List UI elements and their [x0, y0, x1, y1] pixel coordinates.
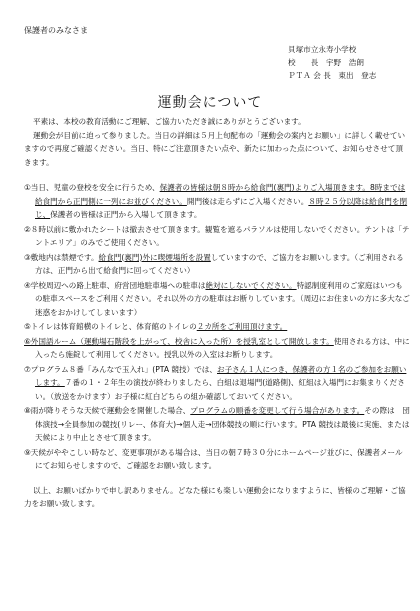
sender-block [288, 43, 376, 82]
notice-item [24, 446, 410, 473]
notice-item [24, 279, 410, 320]
emphasized-text: お子さん１人につき、保護者の方１名のご参加をお願いします。 [35, 364, 407, 387]
page-title: 運動会について [157, 95, 263, 111]
notice-item [24, 335, 410, 362]
item-text: ②８時以前に敷かれたシートは撤去させて頂きます。観覧を遮るパラソルは使用しないでください。テントは「テントエリア」のみでご使用ください。 [24, 224, 410, 247]
item-text: 保護者の皆様は正門から入場して頂きます。 [50, 210, 202, 219]
emphasized-text: ８時２５分以降は給食門を閉じ、 [35, 196, 408, 219]
salutation: 保護者のみなさま [24, 26, 88, 35]
item-text: ①当日、児童の登校を安全に行うため、 [24, 183, 160, 192]
item-text: その際は 団体演技→全員参加の競技(リレー、体育大)→個人走→団体競技の順に行います。PTA 競技は最後に実施、または天候により中止とさせて頂きます。 [35, 406, 410, 442]
emphasized-text: 保護者の皆様は朝８時から給食門(裏門)よりご入場頂きます。8時までは給食門から正門側に一列にお並びください。 [35, 183, 406, 206]
notice-item [24, 181, 410, 222]
notice-items [24, 181, 410, 473]
intro-paragraph: 運動会が目前に迫って参りました。当日の詳細は５月上旬配布の「運動会の案内とお願い」に詳しく載せていますので再度ご確認ください。当日、特にご注意頂きたい点や、新たに加わった点について、お知らせさせて頂きます。 [24, 130, 406, 167]
item-text: ③敷地内は禁煙です。 [24, 252, 99, 262]
emphasized-text: 給食門(裏門)外に喫煙場所を設置 [98, 252, 211, 262]
notice-item [24, 223, 410, 250]
closing-paragraph: 以上、お願いばかりで申し訳ありません。どなた様にも楽しい運動会になりますように、皆様のご理解・ご協力をお願い致します。 [24, 485, 406, 508]
notice-item [24, 320, 410, 334]
item-text: ⑨天候がややこしい時など、変更事項がある場合は、当日の朝７時３０分にホームページ並びに、保護者メールにてお知らせしますので、ご確認をお願い致します。 [24, 447, 403, 470]
item-text: ⑤トイレは体育館横のトイレと、体育館のトイレの [24, 322, 197, 331]
item-text: ④学校周辺への路上駐車、府営団地駐車場への駐車は [24, 280, 206, 290]
item-text: 使用される方は、中に入ったら施錠して利用してください。授乳以外の入室はお断りします。 [35, 336, 410, 359]
item-text: 開門後は走らずにご入場ください。 [186, 196, 309, 206]
item-text: ７番の１・２年生の演技が終わりましたら、白組は退場門(道路側)、紅組は入場門にお集まりください。（放送をかけます）お子様に紅白どちらの組か確認しておいてください。 [35, 378, 405, 401]
item-text: 特認制度利用のご家庭はいつもの駐車スペースをご利用ください。それ以外の方の駐車はお断りしています。（周辺にお住まいの方に多大なご迷惑をおかけしてしまいます） [35, 280, 410, 317]
notice-item [24, 363, 410, 404]
item-text: ⑧雨が降りそうな天候で運動会を開催した場合、 [24, 406, 191, 415]
pta-president-name: ＰＴＡ 会 長 東出 登志 [288, 71, 377, 80]
emphasized-text: ２カ所をご利用頂けます。 [196, 322, 288, 331]
intro-paragraph: 平素は、本校の教育活動にご理解、ご協力いただき誠にありがとうございます。 [33, 117, 306, 126]
item-text: していますので、ご協力をお願いします。（ご利用される方は、正門から出て給食門に回ってください） [35, 252, 404, 275]
notice-body [24, 115, 410, 511]
principal-name: 校 長 宇野 浩朗 [288, 58, 364, 67]
notice-item [24, 251, 410, 278]
emphasized-text: プログラムの順番を変更して行う場合があります。 [190, 406, 365, 415]
school-name: 貝塚市立永寿小学校 [288, 45, 357, 54]
emphasized-text: 絶対にしないでください。 [205, 280, 297, 290]
emphasized-text: ⑥外国語ルーム（運動場石階段を上がって、校舎に入った所）を授乳室として開放します。 [24, 336, 334, 346]
item-text: ⑦プログラム８番「みんなで玉入れ」(PTA 競技）では、 [24, 364, 217, 374]
notice-item [24, 404, 410, 445]
